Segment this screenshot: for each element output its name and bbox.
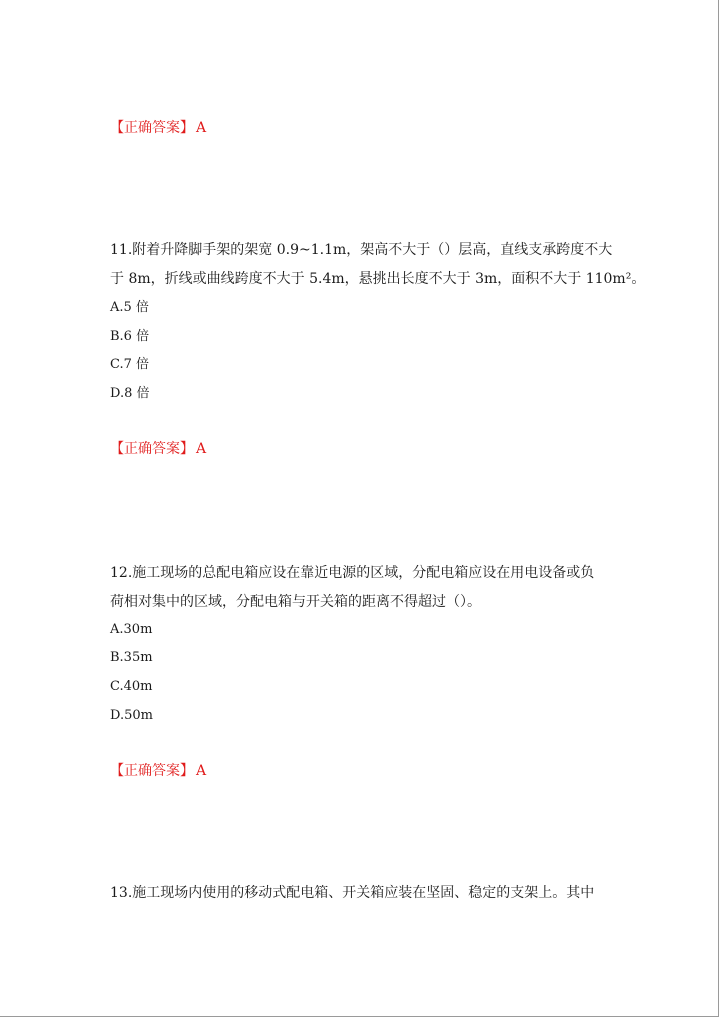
option-d: D.50m bbox=[110, 708, 153, 723]
answer-letter: A bbox=[196, 441, 207, 457]
answer-label: 【正确答案】 bbox=[110, 120, 194, 136]
option-c: C.7 倍 bbox=[110, 357, 150, 372]
question-line: 荷相对集中的区域，分配电箱与开关箱的距离不得超过（）。 bbox=[110, 594, 481, 610]
answer-label: 【正确答案】 bbox=[110, 763, 194, 779]
answer-line-11 bbox=[110, 439, 206, 459]
option-d: D.8 倍 bbox=[110, 386, 150, 401]
answer-label: 【正确答案】 bbox=[110, 441, 194, 457]
question-11-text bbox=[110, 236, 646, 294]
option-b: B.6 倍 bbox=[110, 329, 150, 344]
answer-letter: A bbox=[196, 763, 207, 779]
answer-line-12 bbox=[110, 761, 206, 781]
option-c: C.40m bbox=[110, 679, 153, 694]
answer-line-10 bbox=[110, 118, 206, 138]
answer-letter: A bbox=[196, 120, 207, 136]
option-a: A.30m bbox=[110, 622, 153, 637]
option-a: A.5 倍 bbox=[110, 300, 149, 315]
question-line: 12.施工现场的总配电箱应设在靠近电源的区域，分配电箱应设在用电设备或负 bbox=[110, 565, 595, 581]
question-line: 于 8m，折线或曲线跨度不大于 5.4m，悬挑出长度不大于 3m，面积不大于 110m²。 bbox=[110, 271, 646, 287]
question-line: 11.附着升降脚手架的架宽 0.9~1.1m，架高不大于（）层高，直线支承跨度不大 bbox=[110, 242, 613, 258]
option-b: B.35m bbox=[110, 650, 153, 665]
question-line: 13.施工现场内使用的移动式配电箱、开关箱应装在坚固、稳定的支架上。其中 bbox=[110, 885, 595, 901]
question-12-text bbox=[110, 559, 630, 617]
question-13-text bbox=[110, 879, 630, 908]
